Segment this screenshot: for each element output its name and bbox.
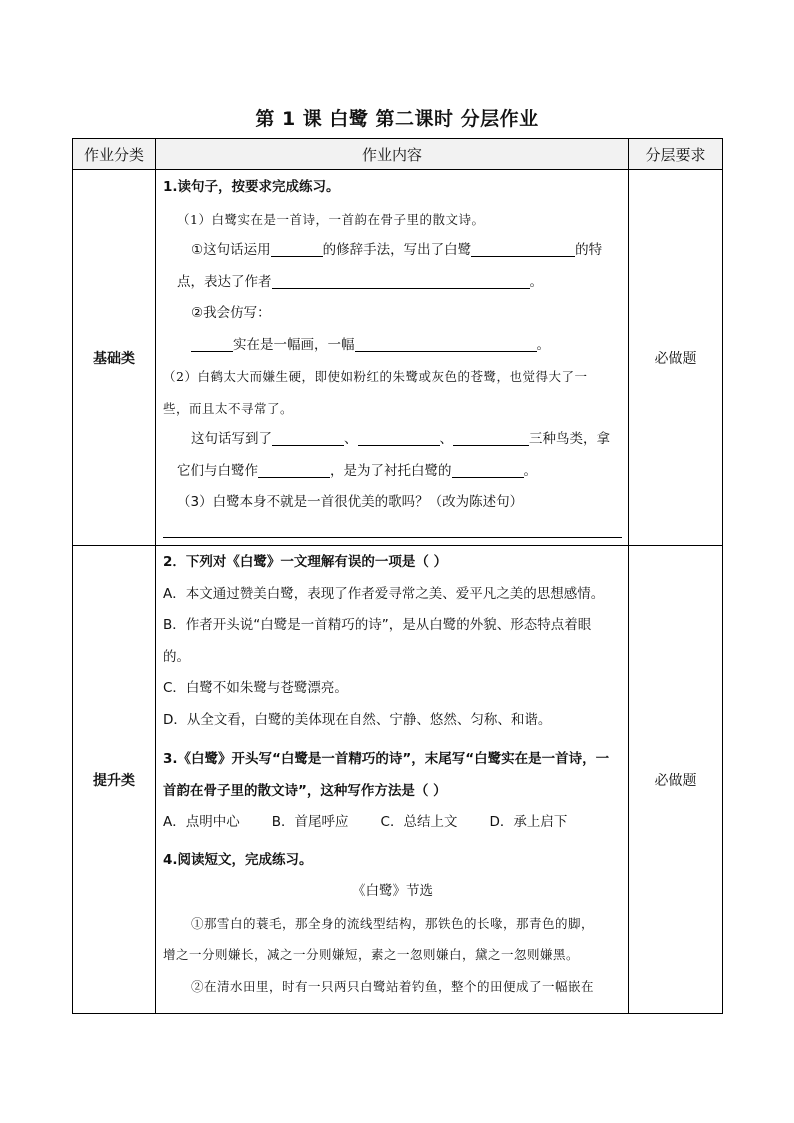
- question-3-line1: 3.《白鹭》开头写“白鹭是一首精巧的诗”，末尾写“白鹭实在是一首诗，一: [163, 751, 610, 767]
- header-requirement: 分层要求: [629, 139, 723, 170]
- page-title: 第 1 课 白鹭 第二课时 分层作业: [255, 108, 539, 130]
- q3-options: [163, 807, 622, 839]
- q1-imitate-line: 实在是一幅画，一幅 。: [163, 330, 622, 362]
- passage-p2-line1: ②在清水田里，时有一只两只白鹭站着钓鱼，整个的田便成了一幅嵌在: [191, 978, 595, 994]
- answer-blank[interactable]: [358, 429, 440, 446]
- requirement-cell: 必做题: [629, 546, 723, 1014]
- question-4-heading: 4.阅读短文，完成练习。: [163, 851, 313, 868]
- q1-fill-a-line2: 点，表达了作者 。: [177, 273, 543, 290]
- table-row: [73, 546, 723, 1014]
- question-3-line2: 首韵在骨子里的散文诗”，这种写作方法是（ ）: [163, 782, 447, 799]
- answer-blank[interactable]: [452, 461, 524, 478]
- homework-table: [72, 138, 723, 1014]
- question-1-heading: 1.读句子，按要求完成练习。: [163, 179, 340, 195]
- requirement-cell: 必做题: [629, 170, 723, 546]
- q2-option-b-line1: B．作者开头说“白鹭是一首精巧的诗”，是从白鹭的外貌、形态特点着眼: [163, 617, 592, 633]
- q2-option-c: C．白鹭不如朱鹭与苍鹭漂亮。: [163, 680, 348, 696]
- answer-blank[interactable]: [453, 429, 529, 446]
- answer-blank[interactable]: [272, 429, 344, 446]
- question-2-heading: 2．下列对《白鹭》一文理解有误的一项是（ ）: [163, 554, 448, 570]
- q1-sentence-2-line1: （2）白鹤太大而嫌生硬，即使如粉红的朱鹭或灰色的苍鹭，也觉得大了一: [163, 369, 588, 384]
- answer-blank[interactable]: [271, 240, 323, 257]
- answer-blank[interactable]: [355, 335, 537, 352]
- q2-option-b-line2: 的。: [163, 648, 190, 665]
- header-content: 作业内容: [156, 139, 629, 170]
- answer-blank[interactable]: [272, 272, 530, 289]
- q1-fill-a-line1: ①这句话运用 的修辞手法，写出了白鹭 的特: [191, 242, 603, 258]
- q3-option-b: B．首尾呼应: [271, 814, 349, 830]
- answer-blank[interactable]: [191, 335, 233, 352]
- answer-line[interactable]: [163, 523, 622, 538]
- answer-blank[interactable]: [471, 240, 575, 257]
- q1-sentence-2-line2: 些，而且太不寻常了。: [163, 400, 294, 416]
- content-cell: [156, 546, 629, 1014]
- passage-p1-line2: 增之一分则嫌长，减之一分则嫌短，素之一忽则嫌白，黛之一忽则嫌黑。: [163, 947, 580, 962]
- passage-title: 《白鹭》节选: [352, 883, 433, 899]
- header-category: 作业分类: [73, 139, 156, 170]
- passage-p1-line1: ①那雪白的蓑毛，那全身的流线型结构，那铁色的长喙，那青色的脚，: [191, 915, 595, 931]
- table-row: [73, 170, 723, 546]
- answer-blank[interactable]: [258, 461, 330, 478]
- q3-option-d: D．承上启下: [489, 814, 568, 830]
- category-cell: 基础类: [73, 170, 156, 546]
- q2-option-a: A．本文通过赞美白鹭，表现了作者爱寻常之美、爱平凡之美的思想感情。: [163, 585, 605, 602]
- q3-option-c: C．总结上文: [380, 814, 458, 830]
- q1-fill-c-line2: 它们与白鹭作 ，是为了衬托白鹭的 。: [177, 462, 537, 479]
- q1-sentence-1: （1）白鹭实在是一首诗，一首韵在骨子里的散文诗。: [177, 211, 485, 227]
- content-cell: [156, 170, 629, 546]
- category-cell: 提升类: [73, 546, 156, 1014]
- q2-option-d: D．从全文看，白鹭的美体现在自然、宁静、悠然、匀称、和谐。: [163, 711, 552, 728]
- q1-sentence-3: （3）白鹭本身不就是一首很优美的歌吗？（改为陈述句）: [177, 494, 524, 510]
- q3-option-a: A．点明中心: [163, 814, 240, 830]
- q1-imitate-label: ②我会仿写：: [191, 305, 271, 321]
- table-header-row: [73, 139, 723, 170]
- q1-fill-c-line1: 这句话写到了 、 、 三种鸟类，拿: [191, 431, 610, 447]
